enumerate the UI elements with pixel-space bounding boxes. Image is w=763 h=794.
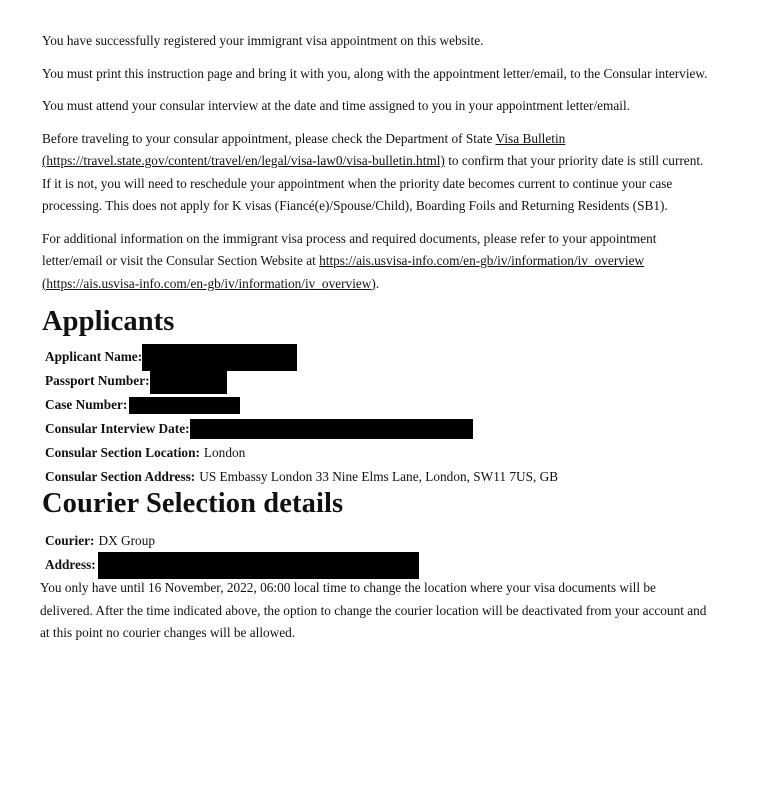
courier-address-redaction (98, 552, 419, 579)
courier-label: Courier: (45, 533, 95, 548)
section-location-value: London (203, 445, 246, 460)
interview-date-label: Consular Interview Date: (45, 421, 190, 436)
passport-number-label: Passport Number: (45, 373, 150, 388)
courier-selection-heading: Courier Selection details (42, 488, 344, 519)
registration-confirmation-text: You have successfully registered your immigrant visa appointment on this website. (42, 33, 484, 48)
courier-row (45, 529, 712, 553)
additional-info-text-after: . (375, 275, 380, 291)
visa-bulletin-paragraph (42, 128, 712, 218)
courier-address-row (45, 553, 712, 577)
section-location-label: Consular Section Location: (45, 445, 200, 460)
case-number-label: Case Number: (45, 397, 128, 412)
attend-interview-text: You must attend your consular interview at the date and time assigned to you in your appointment letter/email. (42, 98, 631, 113)
visa-bulletin-text-before: Before traveling to your consular appointment, please check the Department of State (42, 130, 496, 146)
case-number-row (45, 393, 712, 417)
additional-info-paragraph (42, 228, 712, 296)
case-number-redaction (129, 397, 240, 414)
print-instruction-text: You must print this instruction page and bring it with you, along with the appointment letter/email, to the Consular interview. (42, 65, 708, 81)
section-address-label: Consular Section Address: (45, 469, 196, 484)
section-address-row (45, 465, 712, 489)
section-address-value: US Embassy London 33 Nine Elms Lane, London, SW11 7US, GB (199, 469, 559, 484)
applicant-name-label: Applicant Name: (45, 349, 143, 364)
courier-address-label: Address: (45, 557, 96, 572)
section-location-row (45, 441, 712, 465)
passport-number-row (45, 369, 712, 393)
consular-section-website-link[interactable]: https://ais.usvisa-info.com/en-gb/iv/information/iv_overview (https://ais.usvisa-info.com/en-gb/iv/information/iv_overview) (42, 253, 645, 291)
courier-deadline-note: You only have until 16 November, 2022, 06:00 local time to change the location where your visa documents will be delivered. After the time indicated above, the option to change the courier location will be deactivated from your account and at this point no courier changes will be allowed. (40, 580, 707, 640)
applicant-name-row (45, 345, 712, 369)
interview-date-row (45, 417, 712, 441)
additional-info-text-before: For additional information on the immigrant visa process and required documents, please refer to your appointment letter/email or visit the Consular Section Website at (42, 230, 657, 268)
visa-bulletin-link[interactable]: Visa Bulletin (https://travel.state.gov/content/travel/en/legal/visa-law0/visa-bulletin.html) (42, 130, 566, 168)
applicants-heading: Applicants (42, 306, 175, 337)
applicant-name-redaction (142, 344, 297, 371)
passport-number-redaction (150, 369, 227, 394)
interview-date-redaction (190, 419, 473, 439)
visa-bulletin-text-after: to confirm that your priority date is still current. If it is not, you will need to reschedule your appointment when the priority date becomes current to continue your case processing. This does not apply for K visas (Fiancé(e)/Spouse/Child), Boarding Foils and Returning Residents (SB1). (42, 153, 704, 213)
courier-value: DX Group (98, 533, 155, 548)
